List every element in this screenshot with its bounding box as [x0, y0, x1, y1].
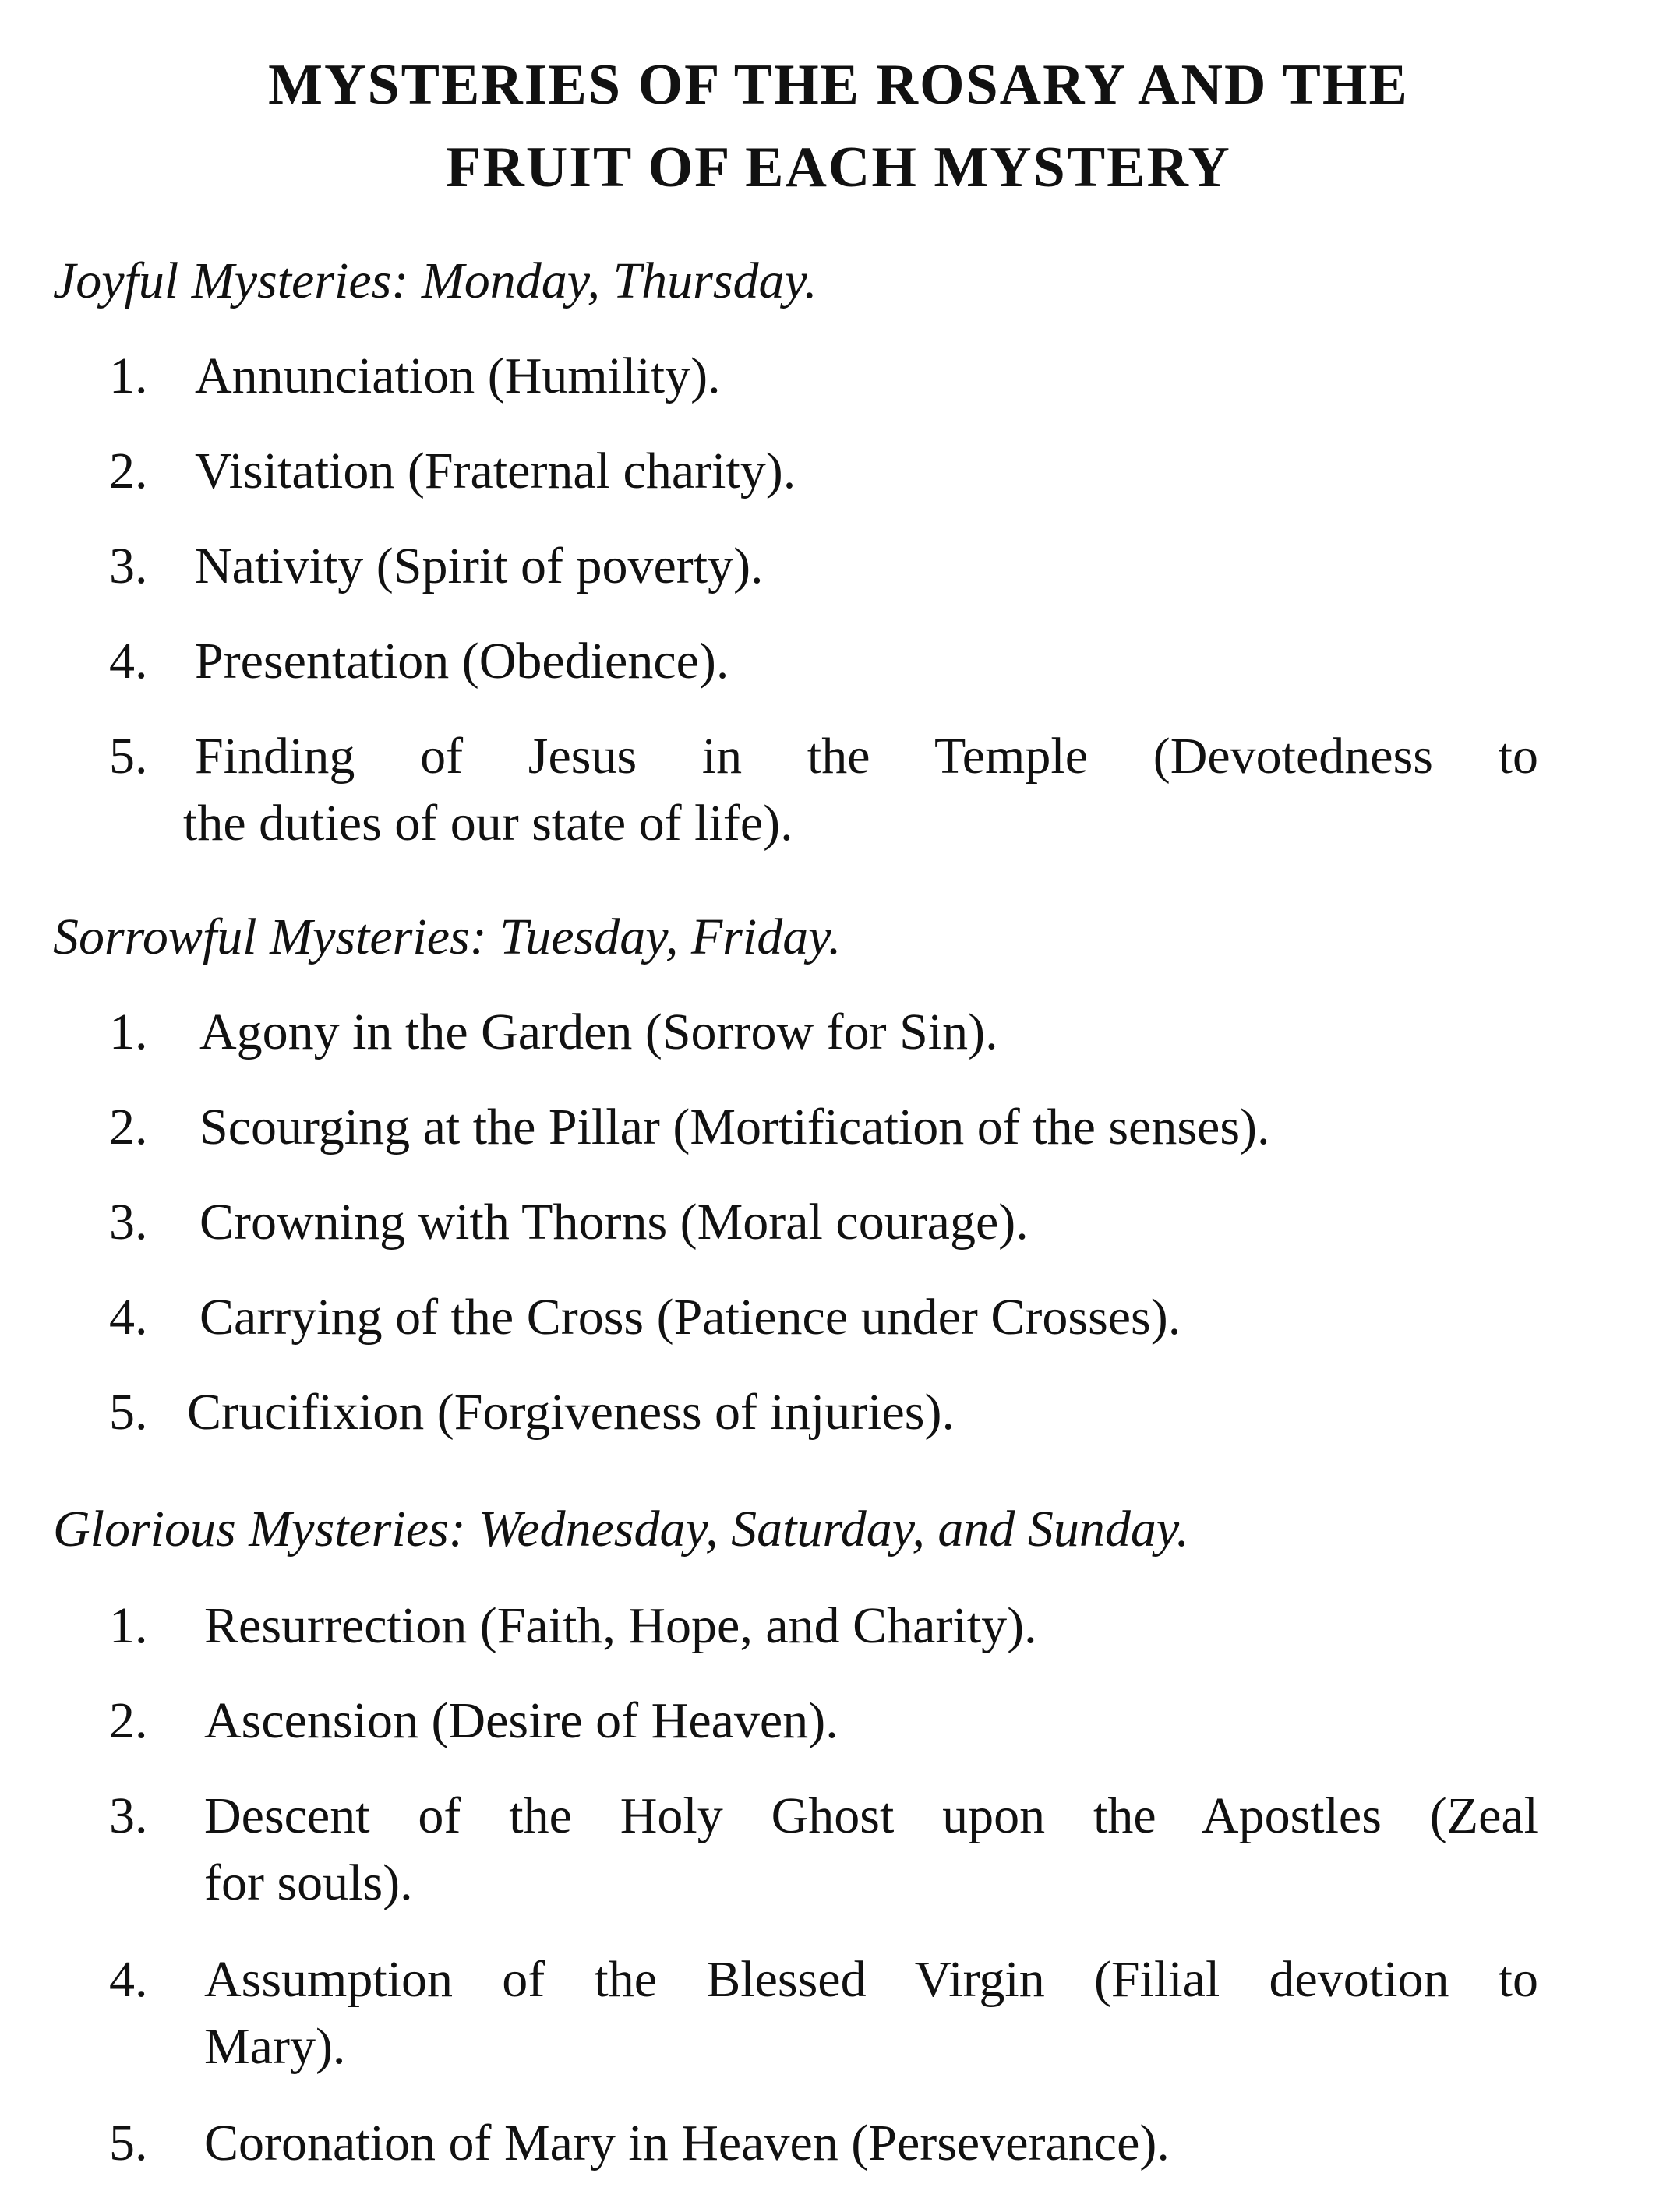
item-text-continuation: for souls). — [204, 1854, 413, 1911]
item-text: Crowning with Thorns (Moral courage). — [199, 1194, 1029, 1251]
item-number: 4. — [109, 1289, 148, 1346]
section-heading-glorious: Glorious Mysteries: Wednesday, Saturday, and Sunday. — [53, 1501, 1189, 1558]
item-text: Crucifixion (Forgiveness of injuries). — [187, 1384, 955, 1441]
item-number: 4. — [109, 633, 148, 690]
item-number: 4. — [109, 1951, 148, 2008]
item-number: 5. — [109, 1384, 148, 1441]
item-text: Scourging at the Pillar (Mortification of the senses). — [199, 1099, 1270, 1155]
item-number: 2. — [109, 443, 148, 499]
item-number: 3. — [109, 1787, 148, 1844]
item-text: Carrying of the Cross (Patience under Crosses). — [199, 1289, 1181, 1346]
item-text: Finding of Jesus in the Temple (Devotedness to — [195, 728, 1538, 785]
item-number: 1. — [109, 1004, 148, 1060]
item-text: Assumption of the Blessed Virgin (Filial devotion to — [204, 1951, 1538, 2008]
item-text: Annunciation (Humility). — [195, 347, 721, 404]
item-text: Coronation of Mary in Heaven (Perseverance). — [204, 2115, 1170, 2171]
item-number: 3. — [109, 538, 148, 594]
item-text: Presentation (Obedience). — [195, 633, 729, 690]
item-number: 2. — [109, 1692, 148, 1749]
item-text: Nativity (Spirit of poverty). — [195, 538, 764, 594]
item-text: Visitation (Fraternal charity). — [195, 443, 796, 499]
item-number: 2. — [109, 1099, 148, 1155]
item-number: 5. — [109, 728, 148, 785]
item-text-continuation: Mary). — [204, 2018, 346, 2075]
item-number: 3. — [109, 1194, 148, 1251]
section-heading-sorrowful: Sorrowful Mysteries: Tuesday, Friday. — [53, 908, 842, 965]
section-heading-joyful: Joyful Mysteries: Monday, Thursday. — [53, 252, 817, 309]
page-title-line-2: FRUIT OF EACH MYSTERY — [446, 136, 1231, 199]
item-number: 5. — [109, 2115, 148, 2171]
item-number: 1. — [109, 1597, 148, 1654]
item-text: Descent of the Holy Ghost upon the Apostles (Zeal — [204, 1787, 1538, 1844]
page-title-line-1: MYSTERIES OF THE ROSARY AND THE — [268, 53, 1409, 117]
item-text: Resurrection (Faith, Hope, and Charity). — [204, 1597, 1037, 1654]
item-text: Ascension (Desire of Heaven). — [204, 1692, 838, 1749]
item-text-continuation: the duties of our state of life). — [183, 795, 793, 852]
item-number: 1. — [109, 347, 148, 404]
item-text: Agony in the Garden (Sorrow for Sin). — [199, 1004, 998, 1060]
